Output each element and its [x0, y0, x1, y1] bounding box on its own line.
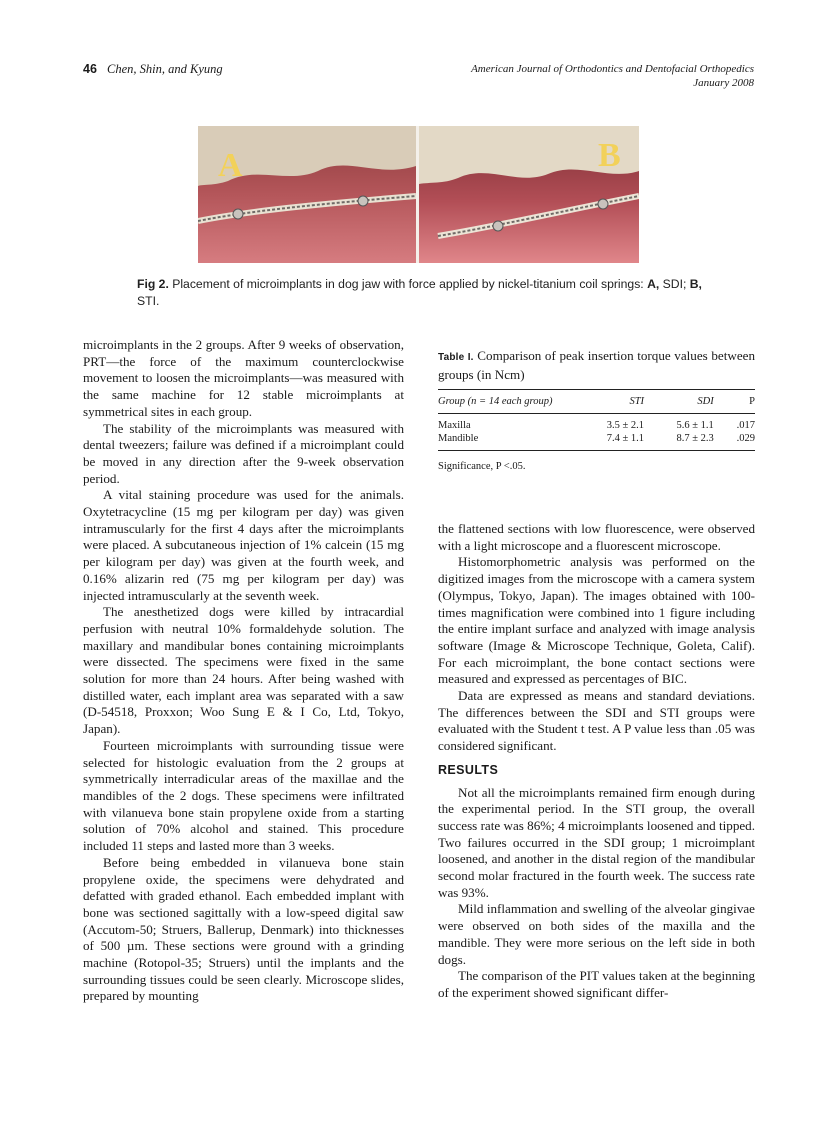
paragraph: Data are expressed as means and standard deviations. The differences between the SDI and STI groups were evaluated with the Student t test. A P value less than .05 was considered significant. — [438, 688, 755, 754]
paragraph: The anesthetized dogs were killed by intracardial perfusion with neutral 10% formaldehyde solution. The maxillary and mandibular bones containing microimplants were dissected. The specimens were fixed in the same solution for more than 24 hours. After being washed with distilled water, each implant area was separated with a saw (D-54518, Proxxon; Woo Sung E & I Co, Ltd, Tokyo, Japan). — [83, 604, 404, 737]
running-authors: Chen, Shin, and Kyung — [107, 62, 223, 76]
table-cell: Mandible — [438, 433, 479, 444]
table-header-cell: P — [749, 396, 755, 407]
table-header-cell: Group (n = 14 each group) — [438, 396, 553, 407]
paragraph: A vital staining procedure was used for the animals. Oxytetracycline (15 mg per kilogram per day) was given intramuscularly for the first 4 days after the microimplants were placed. A subcutaneous injection of 1% calcein (15 mg per kilogram per day) was given at the fourth week, and 0.16% alizarin red (75 mg per kilogram per day) was injected intramuscularly at the seventh week. — [83, 487, 404, 603]
caption-text: Placement of microimplants in dog jaw with force applied by nickel-titanium coil springs: — [168, 277, 648, 291]
table-cell: 7.4 ± 1.1 — [606, 433, 645, 444]
left-column — [83, 337, 404, 1005]
table-cell: .017 — [736, 420, 755, 431]
paragraph: microimplants in the 2 groups. After 9 weeks of observation, PRT—the force of the maximum counterclockwise movement to loosen the microimplants—was measured with the same machine for 12 stable microimplants at symmetrical sites in each group. — [83, 337, 404, 419]
table-header-cell: SDI — [697, 396, 714, 407]
panel-b-label: B — [598, 137, 621, 174]
panel-a-microimplant — [358, 196, 368, 206]
table-grid — [438, 390, 755, 451]
right-column — [438, 521, 755, 1002]
table-cell: 5.6 ± 1.1 — [676, 420, 714, 431]
panel-b-microimplant — [598, 199, 608, 209]
table-header-cell: STI — [629, 396, 645, 407]
journal-date: January 2008 — [693, 77, 754, 89]
panel-a-microimplant — [233, 209, 243, 219]
paragraph: the flattened sections with low fluorescence, were observed with a light microscope and a fluorescent microscope. — [438, 521, 755, 553]
caption-a: A, — [647, 277, 660, 291]
table-label: Table I. — [438, 352, 474, 363]
table-footnote: Significance, P <.05. — [438, 461, 526, 472]
table-cell: .029 — [736, 433, 755, 444]
page-number: 46 — [83, 62, 97, 76]
section-heading-results: RESULTS — [438, 762, 499, 777]
panel-a-label: A — [218, 147, 243, 184]
figure-2-photo — [198, 126, 639, 263]
table-title-text: Comparison of peak insertion torque values between groups (in Ncm) — [438, 348, 755, 382]
table-cell: Maxilla — [438, 420, 471, 431]
panel-divider — [416, 126, 419, 263]
paragraph: The stability of the microimplants was measured with dental tweezers; failure was defined if a microimplant could be moved in any direction after the 9-week observation period. — [83, 420, 404, 486]
figure-caption — [137, 276, 722, 310]
table-cell: 8.7 ± 2.3 — [676, 433, 714, 444]
caption-b: B, — [689, 277, 702, 291]
caption-end: STI. — [137, 294, 160, 308]
table-row — [438, 414, 755, 432]
caption-mid: SDI; — [659, 277, 690, 291]
table-header-row — [438, 390, 755, 413]
paragraph: Histomorphometric analysis was performed on the digitized images from the microscope with a camera system (Olympus, Tokyo, Japan). The images obtained with 100-times magnification were combined into 1 figure including the entire implant surface and analyzed with image analysis software (Image & Microscope Technique, Goleta, Calif). For each microimplant, the bone contact sections were measured and expressed as percentages of BIC. — [438, 554, 755, 687]
table-row — [438, 432, 755, 450]
caption-label: Fig 2. — [137, 277, 169, 291]
table-1 — [438, 348, 755, 472]
dog-jaw-photo — [198, 126, 639, 263]
paragraph: Mild inflammation and swelling of the alveolar gingivae were observed on both sides of the maxilla and the mandible. They were more serious on the left side in both dogs. — [438, 901, 755, 967]
paragraph: Not all the microimplants remained firm enough during the experimental period. In the STI group, the overall success rate was 86%; 4 microimplants loosened and tipped. Two failures occurred in the SDI group; 1 microimplant loosened, and another in the distal region of the mandibular second molar fractured in the fourth week. The success rate was 93%. — [438, 784, 755, 900]
paragraph: Fourteen microimplants with surrounding tissue were selected for histologic evaluation from the 2 groups at symmetrically interradicular areas of the maxillae and the mandibles of the 2 dogs. These specimens were infiltrated with vilanueva bone stain propylene oxide from a starting solution of 70% alcohol and stained. This procedure included 11 steps and lasted more than 3 weeks. — [83, 737, 404, 854]
running-journal — [471, 62, 754, 90]
panel-b-microimplant — [493, 221, 503, 231]
table-cell: 3.5 ± 2.1 — [606, 420, 645, 431]
journal-title: American Journal of Orthodontics and Dentofacial Orthopedics — [471, 63, 754, 75]
table-title — [438, 348, 755, 383]
paragraph: Before being embedded in vilanueva bone stain propylene oxide, the specimens were dehydrated and defatted with graded ethanol. Each embedded implant with bone was sectioned sagittally with a low-speed digital saw (Accutom-50; Struers, Ballerup, Denmark) into thicknesses of 500 µm. These sections were ground with a grinding machine (Rotopol-35; Struers) until the implants and the surrounding tissues could be seen clearly. Microscope slides, prepared by mounting — [83, 854, 404, 1004]
paragraph: The comparison of the PIT values taken at the beginning of the experiment showed significant differ- — [438, 968, 755, 1000]
